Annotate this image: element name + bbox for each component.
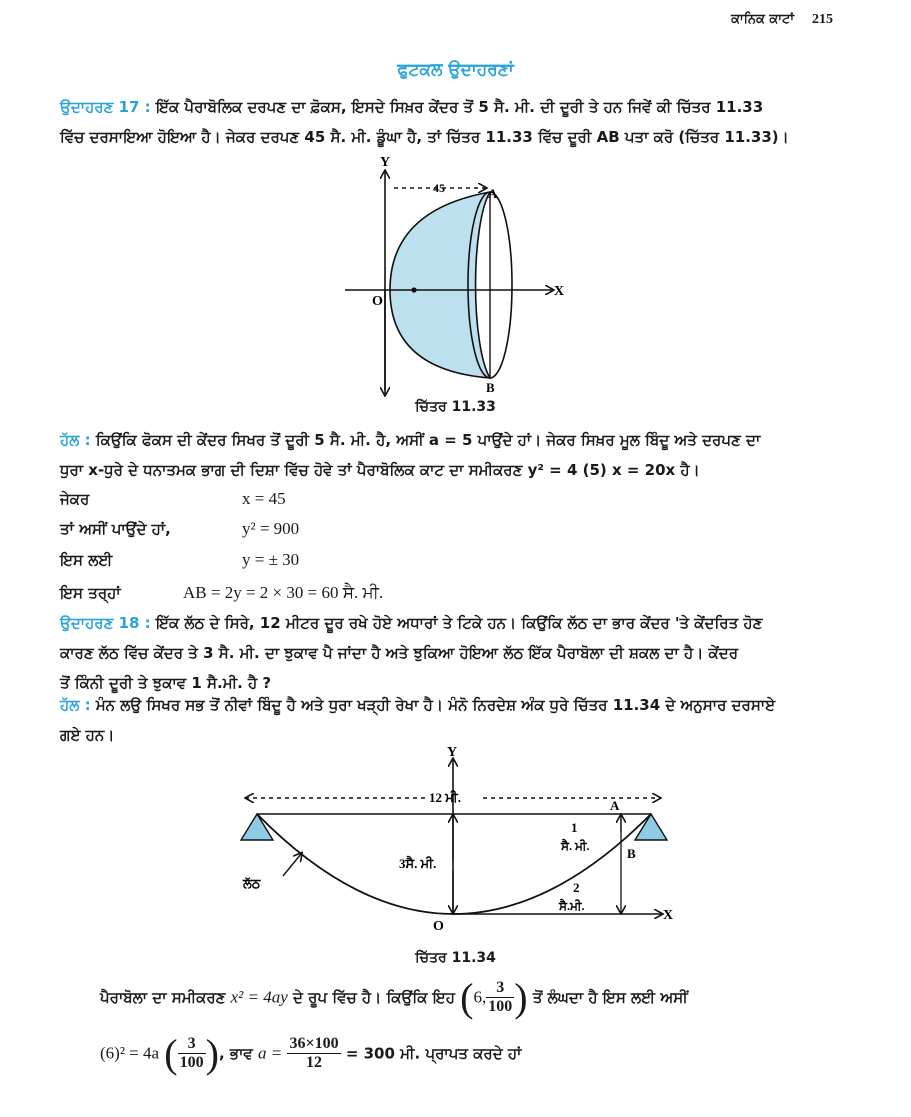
final-line-2: [100, 1030, 800, 1086]
final-line1-b: ਦੇ ਰੂਪ ਵਿੱਚ ਹੈ। ਕਿਉਂਕਿ ਇਹ: [293, 988, 455, 1007]
frac2-den: 12: [306, 1054, 323, 1071]
point-den: 100: [488, 998, 513, 1015]
eq-row-3: [60, 546, 112, 574]
example-17-label: ਉਦਾਹਰਣ 17 :: [60, 98, 151, 116]
fig1133-b-label: B: [486, 380, 495, 395]
frac1-num: 3: [178, 1035, 206, 1054]
focus-point: [411, 287, 416, 292]
fig1133-depth-label: 45: [433, 181, 445, 195]
final-line2-a: (6)² = 4a: [100, 1043, 160, 1063]
example-17: [60, 92, 850, 152]
frac2-num: 36×100: [289, 1035, 339, 1052]
eq-row-3-left: ਇਸ ਲਈ: [60, 551, 113, 569]
section-title: ਫੁਟਕਲ ਉਦਾਹਰਣਾਂ: [397, 60, 514, 80]
fig1134-span-label: 12 ਮੀ.: [429, 790, 461, 805]
figure-11-33: [330, 150, 590, 420]
eq-row-1-right: [242, 485, 286, 513]
figure-11-33-caption: ਚਿੱਤਰ 11.33: [415, 399, 496, 415]
example-18: [60, 608, 850, 698]
eq-row-4-math: AB = 2y = 2 × 30 = 60 ਸੈ. ਮੀ.: [183, 583, 384, 602]
solution-17-label: ਹੱਲ :: [60, 431, 91, 449]
example-18-label: ਉਦਾਹਰਣ 18 :: [60, 614, 151, 632]
right-support: [635, 814, 667, 840]
chapter-title: ਕਾਨਿਕ ਕਾਟਾਂ: [731, 12, 794, 27]
solution-17-line2: ਧੁਰਾ x-ਧੁਰੇ ਦੇ ਧਨਾਤਮਕ ਭਾਗ ਦੀ ਦਿਸ਼ਾ ਵਿੱਚ ਹੋਵੇ ਤਾਂ ਪੈਰਾਬੋਲਿਕ ਕਾਟ ਦਾ ਸਮੀਕਰਣ y² = 4 (5) x = 20x ਹੈ।: [60, 461, 700, 479]
fig1134-beam-label: ਲੱਠ: [243, 876, 261, 891]
paren-close: ): [514, 975, 528, 1020]
point-x: 6,: [473, 987, 487, 1007]
fig1134-y-label: Y: [447, 745, 458, 760]
point-num: 3: [486, 979, 514, 998]
eq-row-4: [60, 579, 121, 607]
final-line1-a: ਪੈਰਾਬੋਲਾ ਦਾ ਸਮੀਕਰਣ: [100, 988, 226, 1007]
final-line1-eq: x² = 4ay: [230, 987, 288, 1007]
eq-row-2: [60, 515, 171, 543]
beam-pointer: [283, 854, 301, 876]
paren2-close: ): [205, 1031, 219, 1076]
example-18-line3: ਤੋਂ ਕਿੰਨੀ ਦੂਰੀ ਤੇ ਝੁਕਾਵ 1 ਸੈ.ਮੀ. ਹੈ ?: [60, 674, 272, 692]
example-17-line2: ਵਿੱਚ ਦਰਸਾਇਆ ਹੋਇਆ ਹੈ। ਜੇਕਰ ਦਰਪਣ 45 ਸੈ. ਮੀ. ਡੂੰਘਾ ਹੈ, ਤਾਂ ਚਿੱਤਰ 11.33 ਵਿੱਚ ਦੂਰੀ AB ਪਤਾ ਕਰੋ (ਚਿੱਤਰ 11.33)।: [60, 128, 789, 146]
paren-open: (: [460, 975, 474, 1020]
final-line2-b: , ਭਾਵ: [218, 1044, 253, 1063]
eq-row-1: [60, 485, 89, 513]
final-line2-d: = 300 ਮੀ. ਪ੍ਰਾਪਤ ਕਰਦੇ ਹਾਂ: [345, 1044, 522, 1063]
solution-18-label: ਹੱਲ :: [60, 696, 91, 714]
example-18-line1: ਇੱਕ ਲੱਠ ਦੇ ਸਿਰੇ, 12 ਮੀਟਰ ਦੂਰ ਰਖੇ ਹੋਏ ਅਧਾਰਾਂ ਤੇ ਟਿਕੇ ਹਨ। ਕਿਉਂਕਿ ਲੱਠ ਦਾ ਭਾਰ ਕੇਂਦਰ 'ਤੇ ਕੇਂਦਰਿਤ ਹੋਣ: [155, 614, 763, 632]
beam-curve: [257, 814, 651, 914]
frac1-den: 100: [179, 1054, 204, 1071]
fig1134-a-label: A: [610, 798, 620, 813]
eq-row-4-left: ਇਸ ਤਰ੍ਹਾਂ: [60, 584, 121, 602]
running-header: [731, 12, 833, 28]
fig1134-b-label: B: [627, 846, 636, 861]
fig1134-o-label: O: [433, 919, 444, 934]
example-18-line2: ਕਾਰਣ ਲੱਠ ਵਿੱਚ ਕੇਂਦਰ ਤੇ 3 ਸੈ. ਮੀ. ਦਾ ਝੁਕਾਵ ਪੈ ਜਾਂਦਾ ਹੈ ਅਤੇ ਝੁਕਿਆ ਹੋਇਆ ਲੱਠ ਇੱਕ ਪੈਰਾਬੋਲਾ ਦੀ ਸ਼ਕਲ ਦਾ ਹੈ। ਕੇਂਦਰ: [60, 644, 739, 662]
eq-row-1-math: x = 45: [242, 489, 286, 508]
left-support: [241, 814, 273, 840]
eq-row-1-left: ਜੇਕਰ: [60, 490, 90, 508]
final-line2-c: a =: [257, 1043, 283, 1063]
final-line-1: [100, 974, 870, 1026]
fraction-1: [178, 1035, 206, 1072]
final-line1-c: ਤੋਂ ਲੰਘਦਾ ਹੈ ਇਸ ਲਈ ਅਸੀਂ: [532, 988, 688, 1007]
fraction-2: [287, 1035, 340, 1072]
paren2-open: (: [164, 1031, 178, 1076]
fig1133-o-label: O: [372, 294, 383, 309]
point-fraction: [486, 979, 514, 1016]
page-number: 215: [812, 12, 833, 27]
fig1134-one-unit: ਸੈ. ਮੀ.: [561, 839, 590, 853]
eq-row-2-left: ਤਾਂ ਅਸੀਂ ਪਾਉਂਦੇ ਹਾਂ,: [60, 520, 171, 538]
example-17-line1: ਇੱਕ ਪੈਰਾਬੋਲਿਕ ਦਰਪਣ ਦਾ ਫ਼ੋਕਸ, ਇਸਦੇ ਸਿਖ਼ਰ ਕੇਂਦਰ ਤੋਂ 5 ਸੈ. ਮੀ. ਦੀ ਦੂਰੀ ਤੇ ਹਨ ਜਿਵੇਂ ਕੀ ਚਿੱਤਰ 11.33: [155, 98, 764, 116]
eq-row-2-math: y² = 900: [242, 519, 300, 538]
eq-row-3-right: [242, 546, 299, 574]
solution-18-line1: ਮੰਨ ਲਉ ਸਿਖਰ ਸਭ ਤੋਂ ਨੀਵਾਂ ਬਿੰਦੂ ਹੈ ਅਤੇ ਧੁਰਾ ਖੜ੍ਹੀ ਰੇਖਾ ਹੈ। ਮੰਨੋ ਨਿਰਦੇਸ਼ ਅੰਕ ਧੁਰੇ ਚਿੱਤਰ 11.34 ਦੇ ਅਨੁਸਾਰ ਦਰਸਾਏ: [95, 696, 776, 714]
solution-17: [60, 425, 850, 485]
fig1134-x-label: X: [663, 908, 674, 923]
fig1134-two-num: 2: [573, 880, 580, 895]
solution-18-line2: ਗਏ ਹਨ।: [60, 726, 115, 744]
fig1134-two-unit: ਸੈ.ਮੀ.: [559, 899, 585, 913]
figure-11-34-caption: ਚਿੱਤਰ 11.34: [415, 950, 496, 966]
fig1133-y-label: Y: [380, 155, 391, 170]
fig1133-x-label: X: [554, 284, 565, 299]
eq-row-3-math: y = ± 30: [242, 550, 300, 569]
fig1133-a-label: A: [488, 186, 498, 201]
solution-17-line1: ਕਿਉਂਕਿ ਫੋਕਸ ਦੀ ਕੇਂਦਰ ਸਿਖਰ ਤੋਂ ਦੂਰੀ 5 ਸੈ. ਮੀ. ਹੈ, ਅਸੀਂ a = 5 ਪਾਉਂਦੇ ਹਾਂ। ਜੇਕਰ ਸਿਖ਼ਰ ਮੂਲ ਬਿੰਦੂ ਅਤੇ ਦਰਪਣ ਦਾ: [95, 431, 761, 449]
fig1134-one-num: 1: [571, 820, 578, 835]
eq-row-4-right: [183, 579, 383, 607]
figure-11-34: [225, 740, 685, 945]
fig1134-sag-label: 3ਸੈ. ਮੀ.: [399, 856, 437, 871]
eq-row-2-right: [242, 515, 299, 543]
